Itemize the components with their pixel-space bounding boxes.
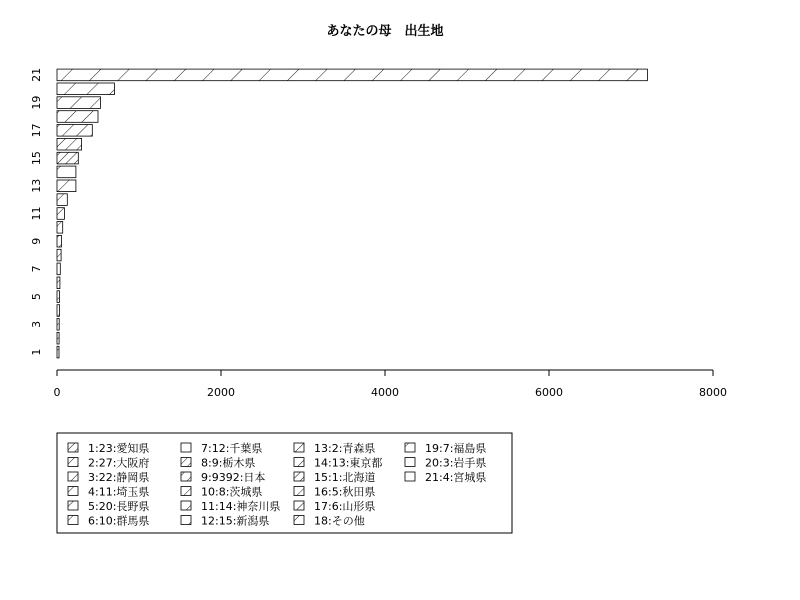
y-tick-label: 9	[30, 237, 43, 245]
legend-entry: 13:2:青森県	[314, 442, 376, 455]
bar-5	[57, 291, 60, 303]
legend-entry: 10:8:茨城県	[201, 485, 263, 499]
bar-2	[57, 332, 59, 344]
bar-20	[57, 83, 114, 95]
legend-key	[181, 443, 191, 452]
legend-key	[294, 501, 304, 510]
legend-entry: 12:15:新潟県	[201, 514, 270, 528]
bar-6	[57, 277, 60, 289]
y-tick-label: 5	[30, 293, 43, 301]
legend-entry: 18:その他	[314, 514, 365, 528]
legend-entry: 21:4:宮城県	[425, 471, 487, 484]
legend-entry: 19:7:福島県	[425, 442, 487, 455]
bar-21	[57, 69, 647, 81]
legend-key	[68, 472, 78, 481]
legend-key	[68, 501, 78, 510]
bar-12	[57, 194, 67, 206]
y-tick-label: 17	[30, 123, 43, 138]
legend-key	[294, 472, 304, 481]
legend-entry: 2:27:大阪府	[88, 456, 150, 470]
legend-entry: 9:9392:日本	[201, 471, 266, 484]
legend-key	[405, 443, 415, 452]
bar-15	[57, 152, 78, 164]
x-tick-label: 8000	[699, 386, 727, 399]
legend-key	[405, 458, 415, 467]
x-tick-label: 2000	[207, 386, 235, 399]
legend-key	[68, 516, 78, 525]
y-tick-label: 15	[30, 151, 43, 166]
y-tick-label: 3	[30, 320, 43, 328]
legend-key	[294, 458, 304, 467]
legend-entry: 8:9:栃木県	[201, 456, 256, 470]
legend-key	[181, 487, 191, 496]
legend-key	[68, 487, 78, 496]
legend-key	[294, 487, 304, 496]
y-tick-label: 19	[30, 95, 43, 110]
bar-17	[57, 125, 92, 137]
bar-11	[57, 208, 64, 220]
legend-key	[181, 458, 191, 467]
bar-7	[57, 263, 60, 275]
chart-title: あなたの母 出生地	[326, 24, 444, 39]
bar-9	[57, 235, 62, 247]
bar-10	[57, 222, 63, 234]
legend-entry: 5:20:長野県	[88, 500, 150, 513]
legend-entry: 17:6:山形県	[314, 500, 376, 513]
legend-entry: 14:13:東京都	[314, 456, 383, 470]
legend-key	[181, 516, 191, 525]
legend	[57, 433, 512, 533]
legend-key	[68, 443, 78, 452]
legend-entry: 15:1:北海道	[314, 471, 376, 484]
x-tick-label: 0	[53, 386, 61, 399]
legend-entry: 7:12:千葉県	[201, 442, 263, 455]
bar-13	[57, 180, 76, 192]
bar-19	[57, 97, 101, 109]
legend-entry: 4:11:埼玉県	[88, 485, 150, 499]
legend-entry: 16:5:秋田県	[314, 485, 376, 499]
legend-key	[181, 472, 191, 481]
bar-18	[57, 111, 98, 123]
legend-entry: 6:10:群馬県	[88, 514, 150, 528]
x-tick-label: 6000	[535, 386, 563, 399]
legend-key	[405, 472, 415, 481]
y-tick-label: 7	[30, 265, 43, 273]
bar-8	[57, 249, 61, 261]
y-tick-label: 21	[30, 67, 43, 82]
plot-area	[30, 68, 727, 399]
legend-entry: 11:14:神奈川県	[201, 500, 281, 513]
legend-entry: 1:23:愛知県	[88, 442, 150, 455]
bar-3	[57, 319, 59, 331]
y-tick-label: 13	[30, 178, 43, 193]
bar-16	[57, 138, 82, 150]
legend-key	[294, 516, 304, 525]
legend-entry: 20:3:岩手県	[425, 456, 487, 470]
bar-14	[57, 166, 76, 178]
y-tick-label: 11	[30, 206, 43, 221]
y-tick-label: 1	[30, 348, 43, 356]
legend-entry: 3:22:静岡県	[88, 471, 150, 484]
legend-key	[68, 458, 78, 467]
bar-1	[57, 346, 59, 358]
bar-4	[57, 305, 60, 317]
legend-key	[181, 501, 191, 510]
legend-key	[294, 443, 304, 452]
x-tick-label: 4000	[371, 386, 399, 399]
